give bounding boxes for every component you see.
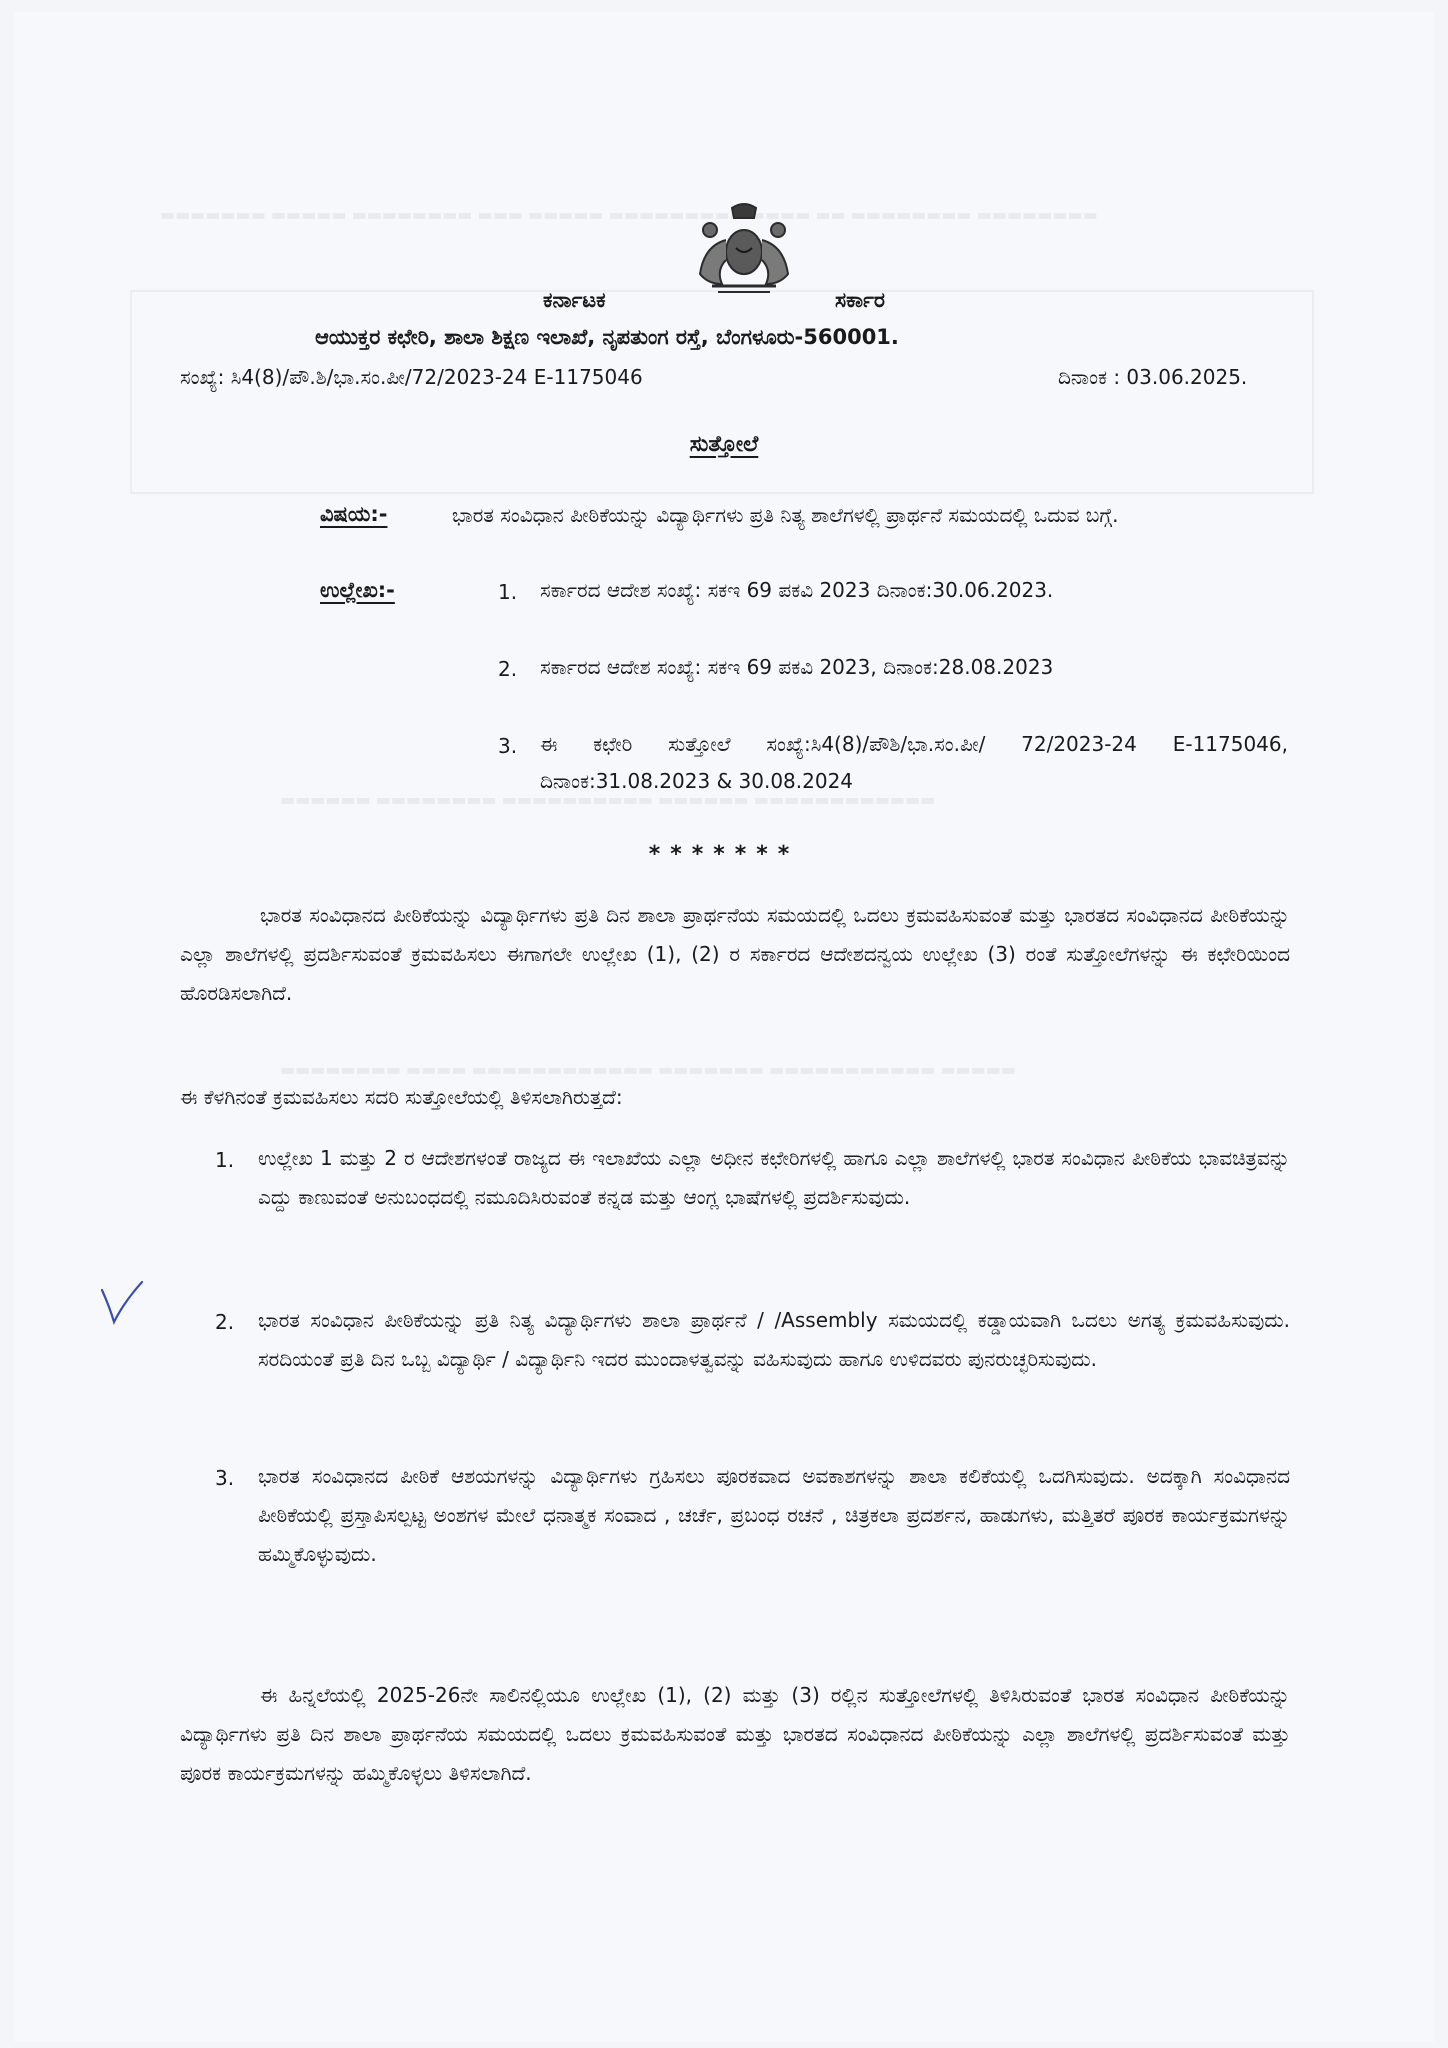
issue-date: ದಿನಾಂಕ : 03.06.2025. [1058,365,1248,389]
subject-text: ಭಾರತ ಸಂವಿಧಾನ ಪೀಠಿಕೆಯನ್ನು ವಿದ್ಯಾರ್ಥಿಗಳು ಪ್ರತಿ ನಿತ್ಯ ಶಾಲೆಗಳಲ್ಲಿ ಪ್ರಾರ್ಥನೆ ಸಮಯದಲ್ಲಿ ಒದುವ ಬಗ್ಗೆ. [452,503,1119,527]
header-state: ಕರ್ನಾಟಕ [543,288,606,312]
karnataka-emblem-icon [692,200,796,300]
references-label: ಉಲ್ಲೇಖ:- [320,578,395,602]
point-1-number: 1. [215,1148,235,1172]
reference-1-number: 1. [498,580,518,604]
point-3-text: ಭಾರತ ಸಂವಿಧಾನದ ಪೀಠಿಕೆ ಆಶಯಗಳನ್ನು ವಿದ್ಯಾರ್ಥಿಗಳು ಗ್ರಹಿಸಲು ಪೂರಕವಾದ ಅವಕಾಶಗಳನ್ನು ಶಾಲಾ ಕಲಿಕೆಯಲ್ಲಿ ಒದಗಿಸುವುದು. ಅದಕ್ಕಾಗಿ ಸಂವಿಧಾನದ ಪೀಠಿಕೆಯಲ್ಲಿ ಪ್ರಸ್ತಾಪಿಸಲ್ಪಟ್ಟ ಅಂಶಗಳ ಮೇಲೆ ಧನಾತ್ಮಕ ಸಂವಾದ , ಚರ್ಚೆ, ಪ್ರಬಂಧ ರಚನೆ , ಚಿತ್ರಕಲಾ ಪ್ರದರ್ಶನ, ಹಾಡುಗಳು, ಮತ್ತಿತರೆ ಪೂರಕ ಕಾರ್ಯಕ್ರಮಗಳನ್ನು ಹಮ್ಮಿಕೊಳ್ಳುವುದು. [258,1464,1290,1566]
reference-2-text: ಸರ್ಕಾರದ ಆದೇಶ ಸಂಖ್ಯೆ: ಸಕಇ 69 ಪಕವಿ 2023, ದಿನಾಂಕ:28.08.2023 [540,655,1054,679]
subject-label: ವಿಷಯ:- [320,502,388,526]
header-office-address: ಆಯುಕ್ತರ ಕಛೇರಿ, ಶಾಲಾ ಶಿಕ್ಷಣ ಇಲಾಖೆ, ನೃಪತುಂಗ ರಸ್ತೆ, ಬೆಂಗಳೂರು-560001. [315,325,899,349]
reference-3-number: 3. [498,734,518,758]
point-2-text: ಭಾರತ ಸಂವಿಧಾನ ಪೀಠಿಕೆಯನ್ನು ಪ್ರತಿ ನಿತ್ಯ ವಿದ್ಯಾರ್ಥಿಗಳು ಶಾಲಾ ಪ್ರಾರ್ಥನೆ / /Assembly ಸಮಯದಲ್ಲಿ ಕಡ್ಡಾಯವಾಗಿ ಒದಲು ಅಗತ್ಯ ಕ್ರಮವಹಿಸುವುದು. ಸರದಿಯಂತೆ ಪ್ರತಿ ದಿನ ಒಬ್ಬ ವಿದ್ಯಾರ್ಥಿ / ವಿದ್ಯಾರ್ಥಿನಿ ಇದರ ಮುಂದಾಳತ್ವವನ್ನು ವಹಿಸುವುದು ಹಾಗೂ ಉಳಿದವರು ಪುನರುಚ್ಛರಿಸುವುದು. [258,1308,1290,1371]
point-2-number: 2. [215,1310,235,1334]
reference-3-text: ಈ ಕಛೇರಿ ಸುತ್ತೋಲೆ ಸಂಖ್ಯೆ:ಸಿ4(8)/ಪೌಶಿ/ಭಾ.ಸಂ.ಪೀ/ 72/2023-24 E-1175046, ದಿನಾಂಕ:31.08.2023 & 30.08.2024 [540,732,1288,793]
point-3-number: 3. [215,1466,235,1490]
point-1-text: ಉಲ್ಲೇಖ 1 ಮತ್ತು 2 ರ ಆದೇಶಗಳಂತೆ ರಾಜ್ಯದ ಈ ಇಲಾಖೆಯ ಎಲ್ಲಾ ಅಧೀನ ಕಛೇರಿಗಳಲ್ಲಿ ಹಾಗೂ ಎಲ್ಲಾ ಶಾಲೆಗಳಲ್ಲಿ ಭಾರತ ಸಂವಿಧಾನ ಪೀಠಿಕೆಯ ಭಾವಚಿತ್ರವನ್ನು ಎದ್ದು ಕಾಣುವಂತೆ ಅನುಬಂಧದಲ್ಲಿ ನಮೂದಿಸಿರುವಂತೆ ಕನ್ನಡ ಮತ್ತು ಆಂಗ್ಲ ಭಾಷೆಗಳಲ್ಲಿ ಪ್ರದರ್ಶಿಸುವುದು. [258,1146,1290,1209]
paragraph-background: ಭಾರತ ಸಂವಿಧಾನದ ಪೀಠಿಕೆಯನ್ನು ವಿದ್ಯಾರ್ಥಿಗಳು ಪ್ರತಿ ದಿನ ಶಾಲಾ ಪ್ರಾರ್ಥನೆಯ ಸಮಯದಲ್ಲಿ ಒದಲು ಕ್ರಮವಹಿಸುವಂತೆ ಮತ್ತು ಭಾರತದ ಸಂವಿಧಾನದ ಪೀಠಿಕೆಯನ್ನು ಎಲ್ಲಾ ಶಾಲೆಗಳಲ್ಲಿ ಪ್ರದರ್ಶಿಸುವಂತೆ ಕ್ರಮವಹಿಸಲು ಈಗಾಗಲೇ ಉಲ್ಲೇಖ (1), (2) ರ ಸರ್ಕಾರದ ಆದೇಶದನ್ವಯ ಉಲ್ಲೇಖ (3) ರಂತೆ ಸುತ್ತೋಲೆಗಳನ್ನು ಈ ಕಛೇರಿಯಿಂದ ಹೊರಡಿಸಲಾಗಿದೆ. [180,903,1290,1005]
section-separator: ******* [648,842,800,867]
reference-2-number: 2. [498,657,518,681]
paragraph-intro: ಈ ಕೆಳಗಿನಂತೆ ಕ್ರಮವಹಿಸಲು ಸದರಿ ಸುತ್ತೋಲೆಯಲ್ಲಿ ತಿಳಿಸಲಾಗಿರುತ್ತದೆ: [180,1085,623,1109]
document-title: ಸುತ್ತೋಲೆ [689,432,759,457]
paragraph-conclusion: ಈ ಹಿನ್ನಲೆಯಲ್ಲಿ 2025-26ನೇ ಸಾಲಿನಲ್ಲಿಯೂ ಉಲ್ಲೇಖ (1), (2) ಮತ್ತು (3) ರಲ್ಲಿನ ಸುತ್ತೋಲೆಗಳಲ್ಲಿ ತಿಳಿಸಿರುವಂತೆ ಭಾರತ ಸಂವಿಧಾನ ಪೀಠಿಕೆಯನ್ನು ವಿದ್ಯಾರ್ಥಿಗಳು ಪ್ರತಿ ದಿನ ಶಾಲಾ ಪ್ರಾರ್ಥನೆಯ ಸಮಯದಲ್ಲಿ ಒದಲು ಕ್ರಮವಹಿಸುವಂತೆ ಮತ್ತು ಭಾರತದ ಸಂವಿಧಾನದ ಪೀಠಿಕೆಯನ್ನು ಎಲ್ಲಾ ಶಾಲೆಗಳಲ್ಲಿ ಪ್ರದರ್ಶಿಸುವಂತೆ ಮತ್ತು ಪೂರಕ ಕಾರ್ಯಕ್ರಮಗಳನ್ನು ಹಮ್ಮಿಕೊಳ್ಳಲು ತಿಳಿಸಲಾಗಿದೆ. [180,1683,1290,1785]
reference-1-text: ಸರ್ಕಾರದ ಆದೇಶ ಸಂಖ್ಯೆ: ಸಕಇ 69 ಪಕವಿ 2023 ದಿನಾಂಕ:30.06.2023. [540,578,1054,602]
header-government: ಸರ್ಕಾರ [835,288,886,312]
pen-tick-mark-icon [98,1278,146,1328]
reference-number: ಸಂಖ್ಯೆ: ಸಿ4(8)/ಪೌ.ಶಿ/ಭಾ.ಸಂ.ಪೀ/72/2023-24 E-1175046 [180,365,643,389]
